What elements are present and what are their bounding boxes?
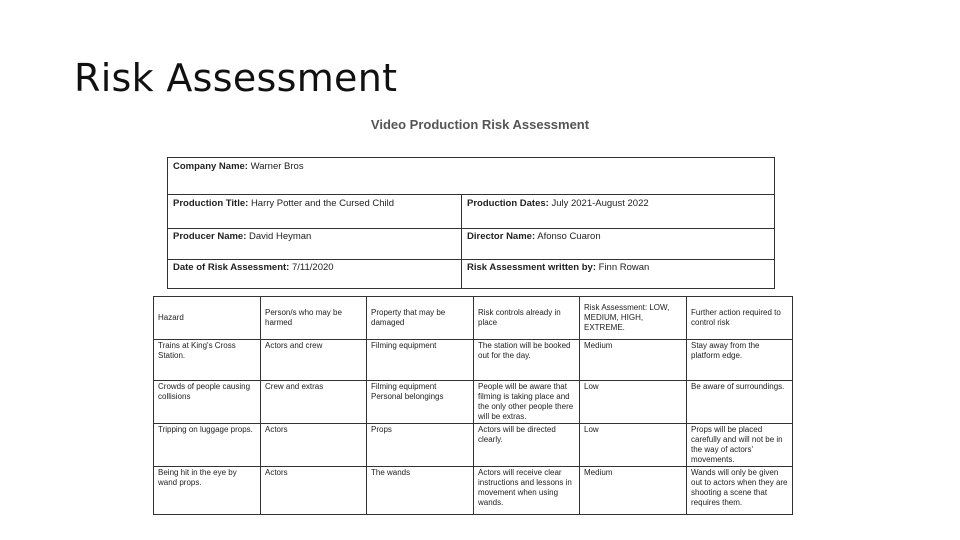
assessment-date-label: Date of Risk Assessment: (173, 262, 290, 273)
hazard-table (153, 296, 793, 515)
hazard-table-header-row (154, 297, 793, 340)
assessment-date-cell (168, 260, 462, 289)
slide-title: Risk Assessment (74, 56, 398, 100)
table-row (154, 424, 793, 467)
assessment-date-value: 7/11/2020 (291, 262, 334, 273)
hazard-cell: Trains at King's Cross Station. (154, 340, 261, 381)
company-name-value: Warner Bros (250, 161, 304, 172)
persons-cell: Crew and extras (261, 381, 367, 424)
producer-name-label: Producer Name: (173, 231, 247, 242)
controls-cell: The station will be booked out for the day. (474, 340, 580, 381)
further-action-cell: Be aware of surroundings. (687, 381, 793, 424)
production-dates-label: Production Dates: (467, 198, 549, 209)
company-name-cell (168, 158, 775, 195)
hazard-cell: Being hit in the eye by wand props. (154, 467, 261, 515)
document-heading: Video Production Risk Assessment (370, 117, 590, 132)
header-persons-harmed: Person/s who may be harmed (261, 297, 367, 340)
property-cell: The wands (367, 467, 474, 515)
table-row (154, 340, 793, 381)
risk-level-cell: Low (580, 424, 687, 467)
persons-cell: Actors (261, 424, 367, 467)
risk-level-cell: Medium (580, 340, 687, 381)
production-dates-cell (462, 195, 775, 229)
table-row (154, 381, 793, 424)
header-further-action: Further action required to control risk (687, 297, 793, 340)
written-by-cell (462, 260, 775, 289)
company-name-label: Company Name: (173, 161, 248, 172)
director-name-label: Director Name: (467, 231, 536, 242)
further-action-cell: Props will be placed carefully and will not be in the way of actors' movements. (687, 424, 793, 467)
property-cell: Filming equipment (367, 340, 474, 381)
controls-cell: Actors will be directed clearly. (474, 424, 580, 467)
controls-cell: People will be aware that filming is taking place and the only other people there will be extras. (474, 381, 580, 424)
production-title-label: Production Title: (173, 198, 249, 209)
property-cell: Props (367, 424, 474, 467)
header-property-damaged: Property that may be damaged (367, 297, 474, 340)
production-info-table (167, 157, 775, 289)
header-hazard: Hazard (154, 297, 261, 340)
producer-name-cell (168, 229, 462, 260)
controls-cell: Actors will receive clear instructions and lessons in movement when using wands. (474, 467, 580, 515)
header-risk-level: Risk Assessment: LOW, MEDIUM, HIGH, EXTREME. (580, 297, 687, 340)
written-by-value: Finn Rowan (598, 262, 650, 273)
production-title-cell (168, 195, 462, 229)
hazard-cell: Crowds of people causing collisions (154, 381, 261, 424)
table-row (154, 467, 793, 515)
production-dates-value: July 2021-August 2022 (551, 198, 649, 209)
risk-level-cell: Medium (580, 467, 687, 515)
written-by-label: Risk Assessment written by: (467, 262, 596, 273)
header-risk-controls: Risk controls already in place (474, 297, 580, 340)
persons-cell: Actors (261, 467, 367, 515)
producer-name-value: David Heyman (249, 231, 312, 242)
further-action-cell: Wands will only be given out to actors when they are shooting a scene that requires them. (687, 467, 793, 515)
director-name-cell (462, 229, 775, 260)
further-action-cell: Stay away from the platform edge. (687, 340, 793, 381)
director-name-value: Afonso Cuaron (537, 231, 601, 242)
production-title-value: Harry Potter and the Cursed Child (250, 198, 395, 209)
hazard-cell: Tripping on luggage props. (154, 424, 261, 467)
property-cell: Filming equipment Personal belongings (367, 381, 474, 424)
risk-level-cell: Low (580, 381, 687, 424)
persons-cell: Actors and crew (261, 340, 367, 381)
